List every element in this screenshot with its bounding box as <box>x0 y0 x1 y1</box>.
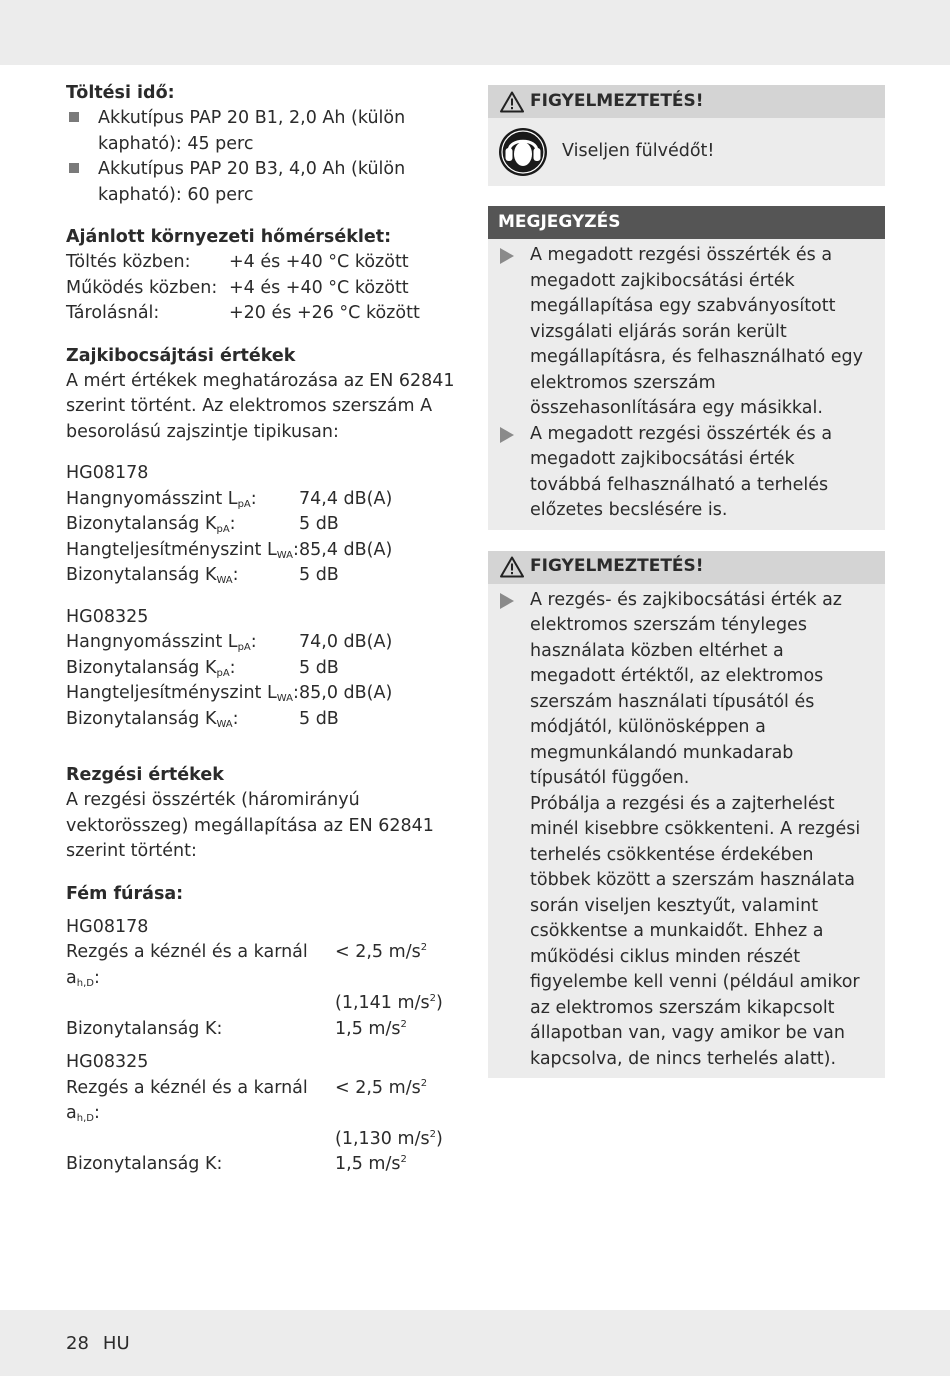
noise-model: HG08325 <box>66 606 149 627</box>
arrow-bullet-icon <box>500 427 514 443</box>
noise-row <box>66 707 466 733</box>
charging-list <box>66 106 466 208</box>
noise-value: 5 dB <box>299 708 339 729</box>
vibration-row: Bizonytalanság K: 1,5 $m/s^2$ <box>66 1017 466 1043</box>
temperature-row <box>66 301 466 327</box>
warning-text: Viseljen fülvédőt! <box>562 141 715 162</box>
noise-row <box>66 681 466 707</box>
noise-value: 74,0 dB(A) <box>299 632 393 652</box>
language-code: HU <box>102 1333 130 1354</box>
warning-item: A rezgés- és zajkibocsátási érték az elektromos szerszám tényleges használata közben eltérhet a megadott értéktől, az elektromos szerszám használati típusától és módjától, különösképpen a megmunkálandó munkadarab típusától függően. <box>498 588 869 792</box>
warning-body <box>488 584 885 1079</box>
noise-value: 85,0 dB(A) <box>299 683 393 703</box>
vibration-value-paren: (1,130 $m/s^2$) <box>335 1128 443 1149</box>
warning-triangle-icon <box>500 91 524 113</box>
warning-title: FIGYELMEZTETÉS! <box>530 90 704 111</box>
ear-protection-icon <box>498 127 548 177</box>
noise-heading: Zajkibocsájtási értékek <box>66 345 296 366</box>
noise-row <box>66 538 466 564</box>
noise-value: 85,4 dB(A) <box>299 539 393 560</box>
noise-intro: A mért értékek meghatározása az EN 62841 szerint történt. Az elektromos szerszám A besorolású zajszintje tipikusan: <box>66 370 455 442</box>
warning-box <box>488 85 885 186</box>
vibration-intro: A rezgési összérték (háromirányú vektorösszeg) megállapítása az EN 62841 szerint történt: <box>66 790 434 861</box>
arrow-bullet-icon <box>500 593 514 609</box>
temperature-label: Töltés közben: <box>66 252 191 272</box>
vibration-k-value: 1,5 $m/s^2$ <box>335 1154 407 1174</box>
temperature-value: +4 és +40 °C között <box>229 277 409 298</box>
noise-label: Hangnyomásszint $L_{pA}$: <box>66 488 257 510</box>
warning-header <box>488 551 885 584</box>
noise-label: Bizonytalanság $K_{pA}$: <box>66 514 236 535</box>
vibration-value: < 2,5 $m/s^2$ <box>335 1077 428 1098</box>
note-box <box>488 206 885 530</box>
temperature-heading: Ajánlott környezeti hőmérséklet: <box>66 227 392 247</box>
noise-value: 5 dB <box>299 565 339 585</box>
noise-row <box>66 656 466 682</box>
noise-row <box>66 630 466 656</box>
temperature-label: Tárolásnál: <box>66 303 160 323</box>
temperature-label: Működés közben: <box>66 277 218 298</box>
note-body <box>488 239 885 530</box>
vibration-value: < 2,5 $m/s^2$ <box>335 942 428 962</box>
warning-body <box>488 118 885 186</box>
drilling-heading: Fém fúrása: <box>66 883 184 904</box>
vibration-row: Rezgés a kéznél és a karnál $a_{h,D}$: < 2,5 $m/s^2$ <box>66 1076 466 1127</box>
warning-triangle-icon <box>500 556 524 578</box>
right-column <box>488 85 885 1078</box>
vibration-k-value: 1,5 $m/s^2$ <box>335 1018 407 1039</box>
vibration-model: HG08178 <box>66 916 149 937</box>
noise-value: 74,4 dB(A) <box>299 488 393 509</box>
top-band <box>0 0 950 65</box>
charging-item: Akkutípus PAP 20 B3, 4,0 Ah (külön kapható): 60 perc <box>66 157 466 208</box>
warning-box <box>488 551 885 1079</box>
noise-label: Bizonytalanság $K_{pA}$: <box>66 657 236 679</box>
vibration-heading: Rezgési értékek <box>66 765 224 785</box>
noise-row <box>66 487 466 513</box>
vibration-model: HG08325 <box>66 1052 149 1072</box>
noise-label: Hangteljesítményszint $L_{WA}$: <box>66 683 299 704</box>
note-header <box>488 206 885 239</box>
vibration-row <box>66 1127 466 1153</box>
temperature-value: +20 és +26 °C között <box>229 303 420 323</box>
warning-title: FIGYELMEZTETÉS! <box>530 556 704 577</box>
arrow-bullet-icon <box>500 248 514 264</box>
page-footer <box>66 1331 144 1357</box>
temperature-row <box>66 250 466 276</box>
left-column <box>66 80 466 1178</box>
charging-heading: Töltési idő: <box>66 83 175 103</box>
charging-item: Akkutípus PAP 20 B1, 2,0 Ah (külön kapható): 45 perc <box>66 106 466 157</box>
note-item: A megadott rezgési összérték és a megadott zajkibocsátási érték megállapítása egy szabványosított vizsgálati eljárás során került megállapításra, és felhasználható egy elektromos szerszám összehasonlítására egy másikkal. <box>498 243 869 422</box>
noise-row <box>66 563 466 589</box>
page-number: 28 <box>66 1333 89 1354</box>
vibration-row: Rezgés a kéznél és a karnál $a_{h,D}$: < 2,5 $m/s^2$ <box>66 940 466 991</box>
temperature-row <box>66 276 466 302</box>
temperature-value: +4 és +40 °C között <box>229 252 409 272</box>
warning-continuation: Próbálja a rezgési és a zajterhelést minél kisebbre csökkenteni. A rezgési terhelés csökkentése érdekében többek között a szerszám használata során viseljen kesztyűt, valamint csökkentse a munkaidőt. Ehhez a működési ciklus minden részét figyelembe kell venni (például amikor az elektromos szerszám kikapcsolt állapotban van, vagy amikor be van kapcsolva, de nincs terhelés alatt). <box>530 793 861 1069</box>
note-item: A megadott rezgési összérték és a megadott zajkibocsátási érték továbbá felhasználható a terhelés előzetes becslésére is. <box>498 422 869 524</box>
noise-label: Hangnyomásszint $L_{pA}$: <box>66 632 257 653</box>
noise-label: Bizonytalanság $K_{WA}$: <box>66 565 239 586</box>
noise-label: Hangteljesítményszint $L_{WA}$: <box>66 539 299 561</box>
vibration-row <box>66 991 466 1017</box>
warning-header <box>488 85 885 118</box>
noise-label: Bizonytalanság $K_{WA}$: <box>66 708 239 730</box>
noise-row <box>66 512 466 538</box>
note-title: MEGJEGYZÉS <box>498 211 621 232</box>
noise-value: 5 dB <box>299 657 339 678</box>
vibration-value-paren: (1,141 $m/s^2$) <box>335 993 443 1013</box>
vibration-row: Bizonytalanság K: 1,5 $m/s^2$ <box>66 1152 466 1178</box>
noise-value: 5 dB <box>299 514 339 534</box>
noise-model: HG08178 <box>66 463 149 483</box>
